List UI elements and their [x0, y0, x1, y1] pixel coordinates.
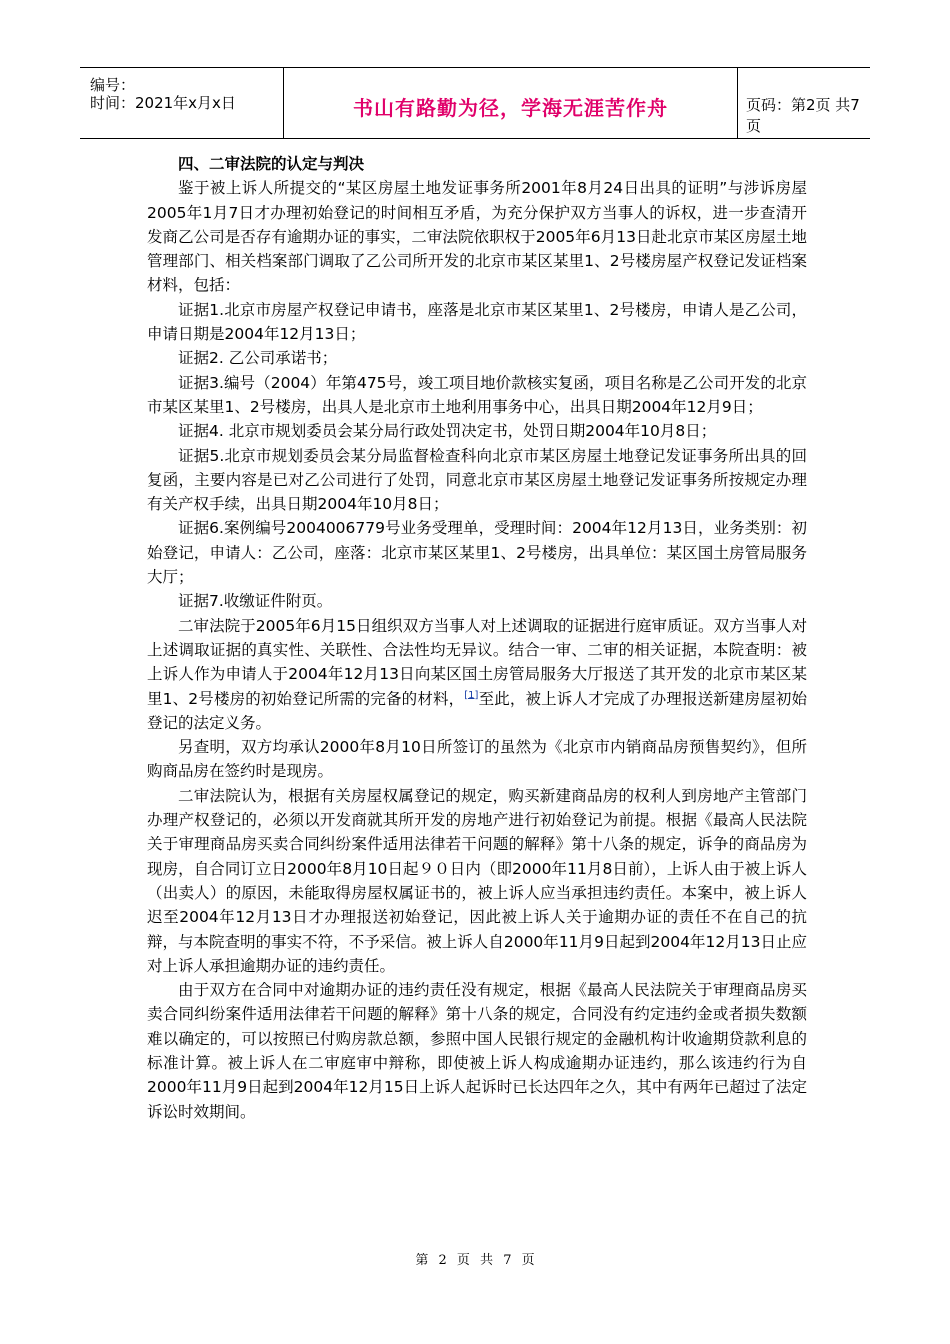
document-time-label: 时间：2021年x月x日: [90, 94, 236, 112]
paragraph-text: 二审法院于2005年6月15日组织双方当事人对上述调取的证据进行庭审质证。双方当事人对上述调取证据的真实性、关联性、合法性均无异议。结合一审、二审的相关证据，本院查明：被上诉人作为申请人于2004年12月13日向某区国土房管局服务大厅报送了其开发的北京市某区某里1、2号楼房的初始登记所需的完备的材料，: [147, 616, 807, 708]
section-title: 四、二审法院的认定与判决: [178, 155, 365, 173]
paragraph-text: 至此，被上诉人才完成了办理报送新建房屋初始登记的法定义务。: [147, 689, 807, 732]
evidence-item: 证据5.北京市规划委员会某分局监督检查科向北京市某区房屋土地登记发证事务所出具的回复函，主要内容是已对乙公司进行了处罚，同意北京市某区房屋土地登记发证事务所按规定办理有关产权手续，出具日期2004年10月8日；: [147, 446, 807, 514]
page-header: [80, 67, 870, 139]
footnote-link[interactable]: [1]: [464, 689, 479, 701]
header-left-cell: [80, 68, 284, 138]
document-body: [147, 152, 807, 1124]
header-middle-cell: [284, 68, 738, 138]
evidence-item: 证据4. 北京市规划委员会某分局行政处罚决定书，处罚日期2004年10月8日；: [178, 422, 717, 441]
paragraph: [147, 614, 807, 735]
header-motto: 书山有路勤为径，学海无涯苦作舟: [353, 96, 668, 120]
evidence-item: 证据6.案例编号2004006779号业务受理单，受理时间：2004年12月13日，业务类别：初始登记，申请人：乙公司，座落：北京市某区某里1、2号楼房，出具单位：某区国土房管局服务大厅；: [147, 519, 807, 587]
evidence-item: 证据3.编号（2004）年第475号，竣工项目地价款核实复函，项目名称是乙公司开发的北京市某区某里1、2号楼房，出具人是北京市土地利用事务中心，出具日期2004年12月9日；: [147, 373, 807, 416]
header-page-info: 页码：第2页 共7页: [746, 96, 860, 135]
evidence-item: 证据1.北京市房屋产权登记申请书，座落是北京市某区某里1、2号楼房，申请人是乙公司，申请日期是2004年12月13日；: [147, 300, 807, 344]
paragraph: 二审法院认为，根据有关房屋权属登记的规定，购买新建商品房的权利人到房地产主管部门办理产权登记的，必须以开发商就其所开发的房地产进行初始登记为前提。根据《最高人民法院关于审理商品房买卖合同纠纷案件适用法律若干问题的解释》第十八条的规定，诉争的商品房为现房，自合同订立日2000年8月10日起９０日内（即2000年11月8日前），上诉人由于被上诉人（出卖人）的原因，未能取得房屋权属证书的，被上诉人应当承担违约责任。本案中，被上诉人迟至2004年12月13日才办理报送初始登记，因此被上诉人关于逾期办证的责任不在自己的抗辩，与本院查明的事实不符，不予采信。被上诉人自2000年11月9日起到2004年12月13日止应对上诉人承担逾期办证的违约责任。: [147, 786, 807, 975]
paragraph: 鉴于被上诉人所提交的“某区房屋土地发证事务所2001年8月24日出具的证明”与涉诉房屋2005年1月7日才办理初始登记的时间相互矛盾，为充分保护双方当事人的诉权，进一步查清开发商乙公司是否存有逾期办证的事实，二审法院依职权于2005年6月13日赴北京市某区房屋土地管理部门、相关档案部门调取了乙公司所开发的北京市某区某里1、2号楼房屋产权登记发证档案材料，包括：: [147, 179, 807, 295]
paragraph: 另查明，双方均承认2000年8月10日所签订的虽然为《北京市内销商品房预售契约》，但所购商品房在签约时是现房。: [147, 738, 807, 781]
paragraph: 由于双方在合同中对逾期办证的违约责任没有规定，根据《最高人民法院关于审理商品房买卖合同纠纷案件适用法律若干问题的解释》第十八条的规定，合同没有约定违约金或者损失数额难以确定的，可以按照已付购房款总额，参照中国人民银行规定的金融机构计收逾期贷款利息的标准计算。被上诉人在二审庭审中辩称，即使被上诉人构成逾期办证违约，那么该违约行为自2000年11月9日起到2004年12月15日上诉人起诉时已长达四年之久，其中有两年已超过了法定诉讼时效期间。: [147, 981, 807, 1121]
document-number-label: 编号：: [90, 76, 136, 94]
page-footer: 第 2 页 共 7 页: [415, 1253, 535, 1268]
evidence-item: 证据2. 乙公司承诺书；: [178, 349, 338, 368]
header-right-cell: [738, 68, 870, 138]
evidence-item: 证据7.收缴证件附页。: [178, 592, 333, 611]
